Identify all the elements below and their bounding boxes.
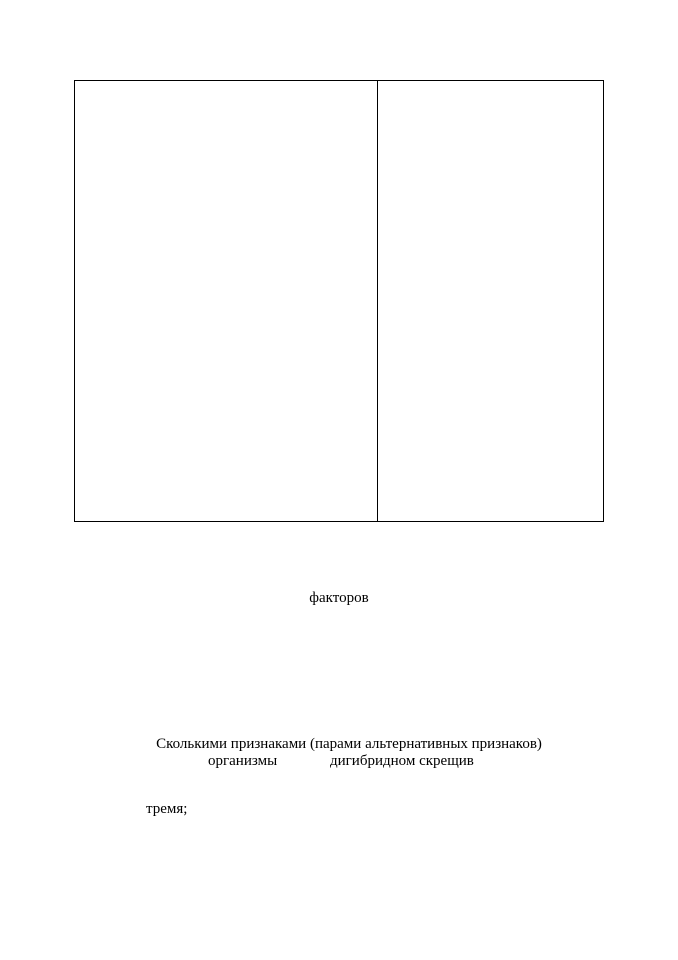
answer-option: тремя; bbox=[146, 801, 188, 817]
question-line-2-part-1: организмы bbox=[208, 753, 278, 769]
question-line-1: Сколькими признаками (парами альтернативных признаков) bbox=[156, 736, 542, 752]
question-line-2-part-2: дигибридном скрещив bbox=[330, 753, 474, 769]
table-cell-left bbox=[75, 81, 378, 521]
document-table bbox=[74, 80, 604, 522]
table-cell-right bbox=[378, 81, 603, 521]
factors-text: факторов bbox=[309, 590, 369, 606]
